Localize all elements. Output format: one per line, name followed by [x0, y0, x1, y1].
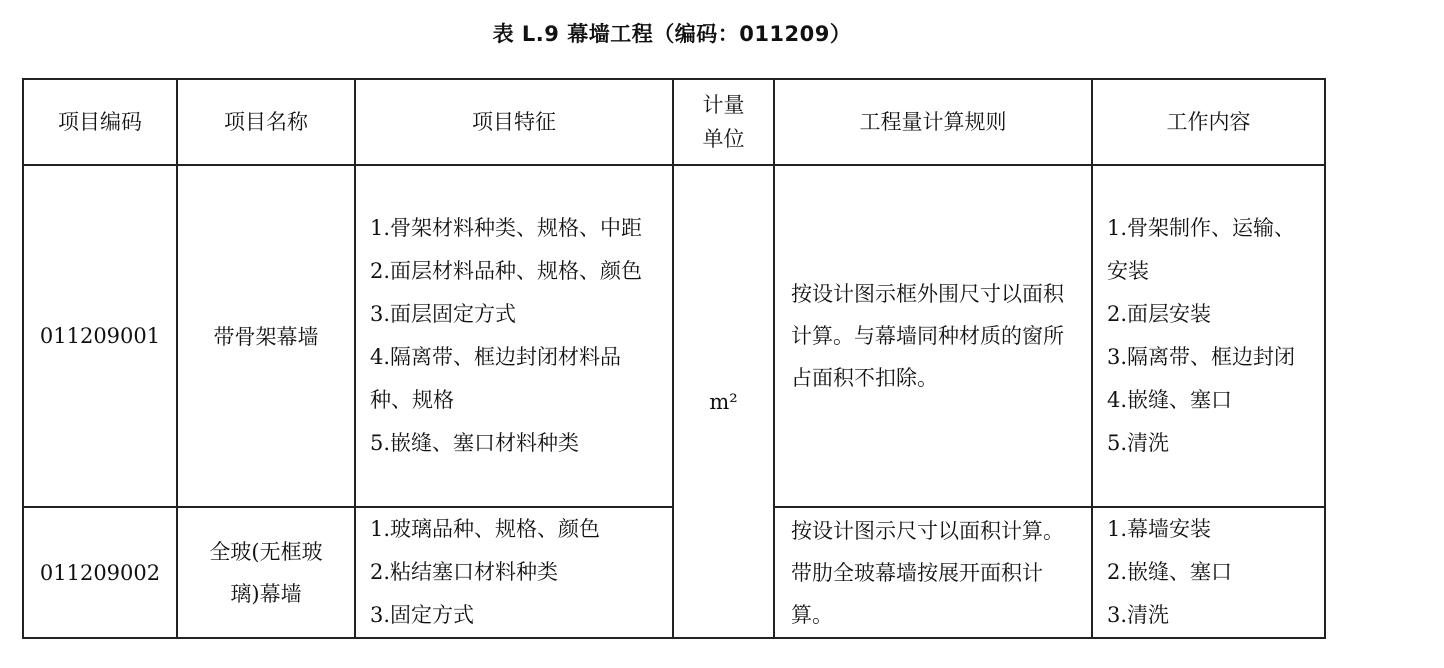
- work-item: 5.清洗: [1107, 431, 1170, 455]
- header-features: 项目特征: [355, 79, 673, 165]
- feature-item: 1.骨架材料种类、规格、中距: [370, 216, 643, 240]
- table-row: [23, 165, 1325, 507]
- header-rule: 工程量计算规则: [774, 79, 1092, 165]
- work-item: 2.面层安装: [1107, 302, 1212, 326]
- unit-cell: m²: [673, 165, 774, 638]
- table-title: 表 L.9 幕墙工程（编码：011209）: [492, 22, 852, 46]
- row-code: 011209001: [23, 165, 177, 507]
- work-item: 1.幕墙安装: [1107, 517, 1212, 541]
- header-name: 项目名称: [177, 79, 355, 165]
- row-work: [1092, 507, 1325, 638]
- work-item: 2.嵌缝、塞口: [1107, 560, 1233, 584]
- header-code: 项目编码: [23, 79, 177, 165]
- feature-item: 5.嵌缝、塞口材料种类: [370, 431, 580, 455]
- row-rule: 按设计图示框外围尺寸以面积计算。与幕墙同种材质的窗所占面积不扣除。: [774, 165, 1092, 507]
- row-name: 全玻(无框玻璃)幕墙: [177, 507, 355, 638]
- header-unit: [673, 79, 774, 165]
- row-work: [1092, 165, 1325, 507]
- feature-item: 2.面层材料品种、规格、颜色: [370, 259, 643, 283]
- feature-item: 3.固定方式: [370, 603, 475, 627]
- feature-item: 4.隔离带、框边封闭材料品种、规格: [370, 345, 622, 412]
- work-item: 3.清洗: [1107, 603, 1170, 627]
- feature-item: 3.面层固定方式: [370, 302, 517, 326]
- row-features: [355, 507, 673, 638]
- header-work: 工作内容: [1092, 79, 1325, 165]
- feature-item: 2.粘结塞口材料种类: [370, 560, 559, 584]
- row-name: 带骨架幕墙: [177, 165, 355, 507]
- work-item: 1.骨架制作、运输、安装: [1107, 216, 1296, 283]
- header-unit-line1: 计量: [702, 93, 745, 117]
- curtain-wall-spec-table: [22, 78, 1326, 639]
- feature-item: 1.玻璃品种、规格、颜色: [370, 517, 601, 541]
- header-unit-line2: 单位: [702, 127, 745, 151]
- row-features: [355, 165, 673, 507]
- work-item: 3.隔离带、框边封闭: [1107, 345, 1296, 369]
- row-rule: 按设计图示尺寸以面积计算。带肋全玻幕墙按展开面积计算。: [774, 507, 1092, 638]
- work-item: 4.嵌缝、塞口: [1107, 388, 1233, 412]
- header-row: [23, 79, 1325, 165]
- row-code: 011209002: [23, 507, 177, 638]
